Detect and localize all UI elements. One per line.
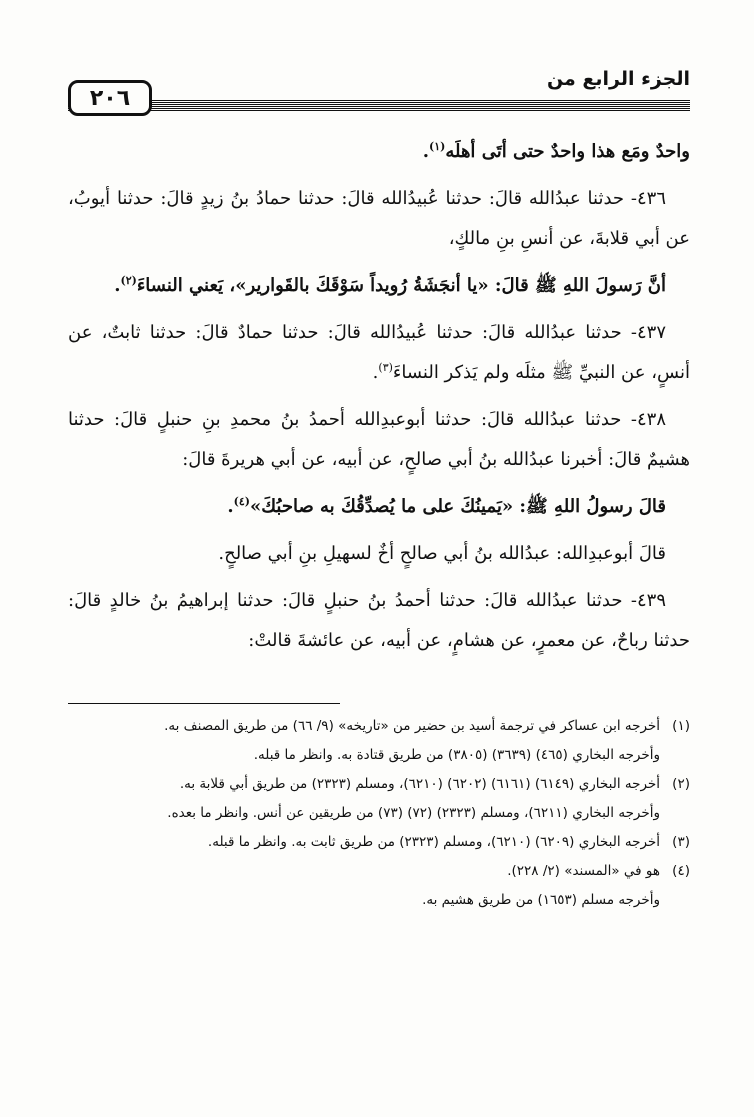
paragraph-continuation: واحدٌ ومَع هذا واحدٌ حتى أتَى أهلَه$^{(١)}$. [422, 140, 690, 162]
hadith-437: ٤٣٧- حدثنا عبدُالله قالَ: حدثنا عُبيدُالله قالَ: حدثنا حمادٌ قالَ: حدثنا ثابتٌ، عن أنسٍ، عن النبيِّ ﷺ مثلَه ولم يَذكر النساءَ$^{(٣)}$. [68, 322, 690, 383]
footnote-item: (٤) هو في «المسند» (٢/ ٢٢٨). [507, 863, 690, 879]
footnote-item: (٣) أخرجه البخاري (٦٢٠٩) (٦٢١٠)، ومسلم (٢٣٢٣) من طريق ثابت به. وانظر ما قبله. [207, 834, 690, 850]
footnote-separator [68, 703, 340, 704]
hadith-438-matn: قالَ رسولُ اللهِ ﷺ: «يَمينُكَ على ما يُصدِّقُكَ به صاحبُكَ»$^{(٤)}$. [227, 495, 666, 517]
header-rule [68, 100, 690, 111]
footnote-item: (١) أخرجه ابن عساكر في ترجمة أسيد بن حضير من «تاريخه» (٩/ ٦٦) من طريق المصنف به. [164, 718, 690, 734]
page-header [68, 60, 690, 120]
footnote-item: (٢) أخرجه البخاري (٦١٤٩) (٦١٦١) (٦٢٠٢) (٦٢١٠)، ومسلم (٢٣٢٣) من طريق أبي قلابة به. [179, 776, 690, 792]
hadith-436-matn: أنَّ رَسولَ اللهِ ﷺ قالَ: «يا أنجَشَةُ رُويداً سَوْقَكَ بالقَوارير»، يَعني النساءَ$^{(٢)}$. [114, 274, 666, 296]
hadith-439-isnad: ٤٣٩- حدثنا عبدُالله قالَ: حدثنا أحمدُ بنُ حنبلٍ قالَ: حدثنا إبراهيمُ بنُ خالدٍ قالَ: حدثنا رباحٌ، عن معمرٍ، عن هشامٍ، عن أبيه، عن عائشةَ قالتْ: [68, 590, 690, 651]
footnote-item: وأخرجه البخاري (٦٢١١)، ومسلم (٢٣٢٣) (٧٢) (٧٣) من طريقين عن أنس. وانظر ما بعده. [167, 805, 660, 821]
footnote-ref: (١) [428, 140, 446, 153]
footnote-ref: (٤) [233, 495, 251, 508]
footnotes [68, 713, 690, 916]
footnote-item: وأخرجه مسلم (١٦٥٣) من طريق هشيم به. [422, 892, 660, 908]
hadith-438-isnad: ٤٣٨- حدثنا عبدُالله قالَ: حدثنا أبوعبدِالله أحمدُ بنُ محمدِ بنِ حنبلٍ قالَ: حدثنا هشيمٌ قالَ: أخبرنا عبدُالله بنُ أبي صالحٍ، عن أبيه، عن أبي هريرةَ قالَ: [68, 409, 690, 470]
footnote-ref: (٣) [378, 361, 393, 374]
footnote-item: وأخرجه البخاري (٤٦٥) (٣٦٣٩) (٣٨٠٥) من طريق قتادة به. وانظر ما قبله. [253, 747, 660, 763]
page-number: ٢٠٦ [68, 80, 152, 116]
hadith-436-isnad: ٤٣٦- حدثنا عبدُالله قالَ: حدثنا عُبيدُالله قالَ: حدثنا حمادُ بنُ زيدٍ قالَ: حدثنا أيوبُ، عن أبي قلابةَ، عن أنسِ بنِ مالكٍ، [68, 188, 690, 249]
footnote-ref: (٢) [120, 274, 137, 287]
author-comment: قالَ أبوعبدِالله: عبدُالله بنُ أبي صالحٍ أخٌ لسهيلِ بنِ أبي صالحٍ. [218, 543, 666, 564]
main-text [68, 132, 690, 668]
running-title: الجزء الرابع من [546, 68, 690, 90]
